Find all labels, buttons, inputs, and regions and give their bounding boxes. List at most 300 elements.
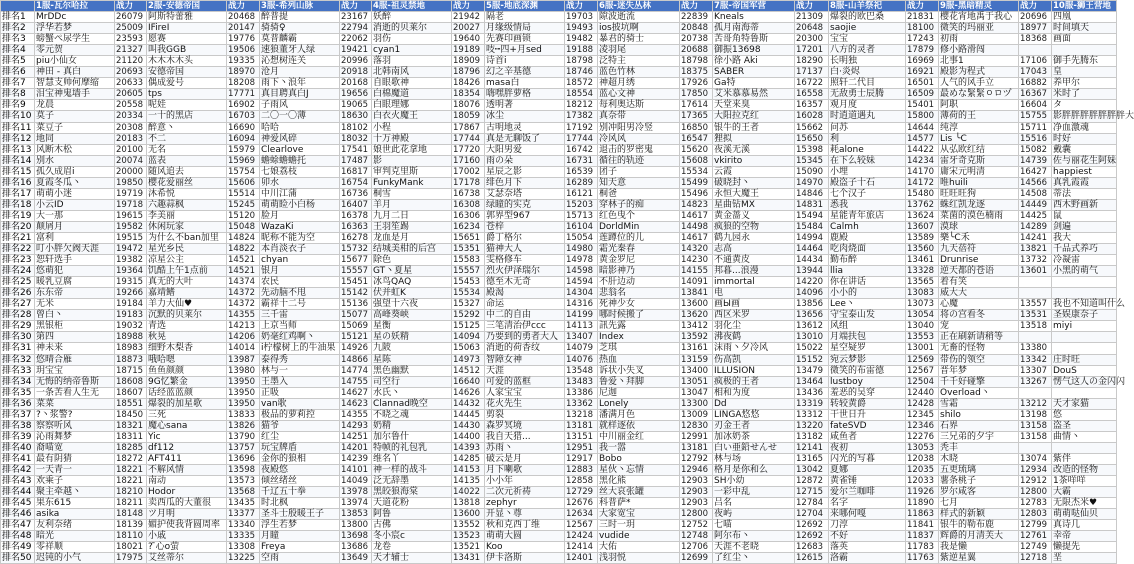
power-value-cell: 12903 — [680, 476, 713, 487]
power-value-cell: 15048 — [227, 221, 260, 232]
power-value-cell: 12038 — [906, 453, 939, 464]
power-value-cell: 18983 — [115, 343, 147, 354]
table-row — [1, 398, 1117, 409]
power-value-cell: 18988 — [115, 332, 147, 343]
power-value-cell: 17744 — [565, 133, 598, 144]
player-name-cell: 卖西瓜的大董很 — [147, 498, 227, 509]
player-name-cell: 真无的大叶 — [147, 277, 227, 288]
power-value-cell — [1019, 387, 1052, 398]
player-name-cell: AFT411 — [147, 453, 227, 464]
table-row — [1, 288, 1117, 299]
player-name-cell: 安德帝国 — [147, 67, 227, 78]
power-value-cell: 15082 — [1019, 144, 1052, 155]
power-value-cell: 19506 — [227, 45, 260, 56]
player-name-cell: 唯huili — [939, 177, 1019, 188]
power-value-cell: 14251 — [340, 431, 372, 442]
power-value-cell: 11837 — [906, 531, 939, 542]
player-name-cell — [1052, 277, 1117, 288]
player-name-cell: 先动脑不甩 — [260, 288, 340, 299]
power-value-cell: 11863 — [906, 509, 939, 520]
player-name-cell: 倾丝绪丝 — [260, 476, 340, 487]
player-name-cell: fateSVD — [829, 420, 906, 431]
player-name-cell: 细野木梨香 — [147, 343, 227, 354]
power-value-cell: 17382 — [565, 111, 598, 122]
power-value-cell: 19719 — [115, 188, 147, 199]
power-value-cell: 16357 — [795, 100, 829, 111]
power-value-cell: 21942 — [452, 12, 485, 23]
power-value-cell: 13312 — [795, 409, 829, 420]
power-value-cell: 18311 — [115, 431, 147, 442]
player-name-cell: 影 — [372, 155, 452, 166]
power-value-cell: 17043 — [1019, 67, 1052, 78]
power-value-cell: 13431 — [452, 553, 485, 564]
player-name-cell: 御手先腾东 — [1052, 56, 1117, 67]
power-value-cell: 13649 — [340, 553, 372, 564]
power-value-cell: 19183 — [115, 310, 147, 321]
power-value-cell: 13436 — [795, 387, 829, 398]
power-header: 战力 — [680, 1, 713, 12]
rank-cell: 排名45 — [1, 498, 35, 509]
power-value-cell: 14201 — [340, 442, 372, 453]
power-value-cell: 12440 — [906, 387, 939, 398]
player-name-cell: 脸月 — [260, 210, 340, 221]
player-name-cell: 沁雨舞梦 — [35, 431, 115, 442]
player-name-cell: 不通黄皮 — [713, 255, 795, 266]
player-name-cell: 猫爷 — [260, 420, 340, 431]
player-name-cell: 沁想树连关 — [260, 56, 340, 67]
player-name-cell: 大一那 — [35, 210, 115, 221]
player-name-cell: 夜屿 — [713, 509, 795, 520]
power-value-cell: 14498 — [680, 221, 713, 232]
player-name-cell: 一条苦看人生无 — [35, 387, 115, 398]
player-name-cell: 冰尘 — [485, 111, 565, 122]
player-name-cell: 沸夜鹤 — [713, 332, 795, 343]
player-name-cell: df112 — [147, 442, 227, 453]
player-name-cell: 东东帝 — [35, 288, 115, 299]
power-value-cell: 13686 — [340, 542, 372, 553]
power-value-cell: 14823 — [680, 199, 713, 210]
power-value-cell: 12872 — [795, 476, 829, 487]
player-name-cell: 消逝的荷香纹 — [485, 343, 565, 354]
player-name-cell: Kneals — [713, 12, 795, 23]
player-name-cell: 死神少女 — [598, 299, 680, 310]
player-name-cell: 浮华若梦 — [35, 23, 115, 34]
power-value-cell: 16308 — [452, 199, 485, 210]
player-name-cell: 鼠 — [1052, 210, 1117, 221]
player-name-cell: 疯狼的空物 — [713, 221, 795, 232]
player-name-cell: 古明地灵 — [485, 122, 565, 133]
player-name-cell: vudide — [598, 531, 680, 542]
player-name-cell: 真乳霞霞 — [1052, 177, 1117, 188]
player-name-cell: 科普萨* — [598, 498, 680, 509]
power-value-cell: 16882 — [1019, 78, 1052, 89]
power-value-cell: 14213 — [227, 321, 260, 332]
player-name-cell: Lee丶 — [829, 299, 906, 310]
player-name-cell: 速狼董牙人绿 — [260, 45, 340, 56]
player-name-cell: 问苏 — [829, 122, 906, 133]
player-name-cell: 南动 — [147, 476, 227, 487]
power-value-cell: 18554 — [565, 89, 598, 100]
player-name-cell: 真奈带 — [598, 111, 680, 122]
power-value-cell: 12803 — [1019, 509, 1052, 520]
player-name-cell: 了红尘丶 — [713, 553, 795, 564]
power-value-cell: 12729 — [565, 487, 598, 498]
player-name-cell: 大霸 — [1052, 487, 1117, 498]
rank-cell: 排名15 — [1, 166, 35, 177]
player-name-cell: 我自天猎... — [485, 431, 565, 442]
player-name-cell: 鹿殿 — [829, 232, 906, 243]
power-value-cell: 19184 — [115, 299, 147, 310]
server-header: 9服-黑暗精灵 — [939, 1, 1019, 12]
table-row — [1, 155, 1117, 166]
player-name-cell: 白い亜鉛せんせ — [713, 442, 795, 453]
player-name-cell: 奶精 — [372, 420, 452, 431]
power-value-cell: 13182 — [795, 431, 829, 442]
table-row — [1, 453, 1117, 464]
player-name-cell: 子雨风 — [260, 100, 340, 111]
player-name-cell: 羞恶的吴穿 — [829, 387, 906, 398]
player-name-cell: 刀淳 — [829, 520, 906, 531]
power-value-cell: 15754 — [227, 166, 260, 177]
power-value-cell: 16509 — [906, 89, 939, 100]
player-name-cell: 菜菜 — [35, 398, 115, 409]
server-header: 2服-安德帝国 — [147, 1, 227, 12]
player-name-cell: 天道花粉 — [372, 498, 452, 509]
power-value-cell: 14425 — [1019, 210, 1052, 221]
player-name-cell: happiest — [1052, 166, 1117, 177]
rank-cell: 排名5 — [1, 56, 35, 67]
player-name-cell: 极品的萝莉控 — [260, 409, 340, 420]
power-value-cell: 12035 — [906, 464, 939, 475]
player-name-cell: 桐爸 — [598, 188, 680, 199]
power-value-cell: 12799 — [1019, 520, 1052, 531]
player-name-cell: 退击的罗密鬼 — [598, 144, 680, 155]
power-value-cell: 19382 — [115, 255, 147, 266]
player-name-cell: 花火先生 — [485, 398, 565, 409]
power-value-cell: 13589 — [906, 232, 939, 243]
table-row — [1, 12, 1117, 23]
player-name-cell: 迟钝的小气 — [35, 553, 115, 564]
player-name-cell: 苏雨丶 — [485, 442, 565, 453]
power-value-cell: 13790 — [227, 431, 260, 442]
player-name-cell: 浅羽悦 — [598, 553, 680, 564]
power-value-cell: 14617 — [680, 232, 713, 243]
power-value-cell: 15677 — [340, 255, 372, 266]
power-value-cell: 18608 — [115, 376, 147, 387]
power-value-cell: 13340 — [227, 520, 260, 531]
table-body — [1, 12, 1134, 564]
player-name-cell: 透明著 — [485, 100, 565, 111]
player-name-cell: 秋和克西丁维 — [485, 520, 565, 531]
player-name-cell: 千辽五十拳 — [260, 487, 340, 498]
player-name-cell: 魔心sana — [147, 420, 227, 431]
player-name-cell: 叮小胖欠阀天涯 — [35, 244, 115, 255]
power-value-cell: 14644 — [906, 122, 939, 133]
table-row — [1, 45, 1117, 56]
rank-cell: 排名32 — [1, 354, 35, 365]
power-value-cell: 17365 — [680, 111, 713, 122]
table-row — [1, 343, 1117, 354]
power-value-cell: 12567 — [906, 365, 939, 376]
power-value-cell: 18211 — [115, 498, 147, 509]
player-name-cell: 在下么较妹 — [829, 155, 906, 166]
player-name-cell: 暗影神乃 — [598, 266, 680, 277]
player-name-cell: 愿赛 — [147, 34, 227, 45]
power-value-cell: 13568 — [227, 487, 260, 498]
player-name-cell: 宛云梦影 — [829, 354, 906, 365]
player-name-cell: 强望十六夜 — [372, 299, 452, 310]
power-value-cell: 14320 — [680, 244, 713, 255]
player-name-cell: 风组 — [829, 321, 906, 332]
player-name-cell: vkirito — [713, 155, 795, 166]
player-name-cell: 中川江蒲 — [260, 188, 340, 199]
player-name-cell: 先赛印画锁 — [485, 34, 565, 45]
power-value-cell: 16736 — [340, 188, 372, 199]
power-value-cell: 14316 — [565, 299, 598, 310]
power-value-cell: 18375 — [680, 67, 713, 78]
player-name-cell: 幸帝 — [1052, 531, 1117, 542]
table-row — [1, 420, 1117, 431]
player-name-cell: 郭界型967 — [485, 210, 565, 221]
power-value-cell: 15711 — [1019, 122, 1052, 133]
power-value-cell — [1019, 277, 1052, 288]
power-value-cell: 13531 — [1019, 310, 1052, 321]
player-name-cell: 小戚 — [147, 531, 227, 542]
player-name-cell: 大佑 — [598, 542, 680, 553]
power-value-cell: 15499 — [680, 177, 713, 188]
power-value-cell: 13073 — [906, 299, 939, 310]
table-row — [1, 166, 1117, 177]
table-row — [1, 56, 1117, 67]
power-value-cell: 17160 — [452, 155, 485, 166]
power-value-cell: 14206 — [227, 332, 260, 343]
player-name-cell: 不解风情 — [147, 464, 227, 475]
player-name-cell: WazaKi — [260, 221, 340, 232]
corner-cell — [1, 1, 35, 12]
player-name-cell: 我大 — [1052, 232, 1117, 243]
rank-cell: 排名7 — [1, 78, 35, 89]
player-name-cell: 不肝边动 — [598, 277, 680, 288]
power-value-cell: 12504 — [906, 376, 939, 387]
player-name-cell: zephyr — [485, 498, 565, 509]
player-name-cell: Koo — [485, 542, 565, 553]
rank-cell: 排名16 — [1, 177, 35, 188]
player-name-cell: 星伙丶忘情 — [598, 464, 680, 475]
player-name-cell: 五更琉璃 — [939, 464, 1019, 475]
rank-cell: 排名21 — [1, 232, 35, 243]
power-value-cell: 13054 — [906, 310, 939, 321]
power-value-cell: 13624 — [906, 210, 939, 221]
table-row — [1, 464, 1117, 475]
power-value-cell: 13335 — [227, 531, 260, 542]
player-name-cell: IFireI — [147, 23, 227, 34]
player-name-cell: 就样逐依 — [598, 420, 680, 431]
player-name-cell: 养甲尔 — [1052, 78, 1117, 89]
power-value-cell: 13158 — [1019, 420, 1052, 431]
power-value-cell: 13974 — [340, 498, 372, 509]
player-name-cell: 银月 — [260, 266, 340, 277]
player-name-cell: 干世日升 — [829, 409, 906, 420]
player-name-cell: 神田 - 真白 — [35, 67, 115, 78]
player-name-cell — [1052, 332, 1117, 343]
power-value-cell: 14521 — [227, 266, 260, 277]
player-name-cell: 訊先露 — [598, 321, 680, 332]
player-name-cell: 星辰之影 — [485, 166, 565, 177]
player-name-cell: 皇 — [1052, 67, 1117, 78]
player-name-cell: 黄金蔷义 — [713, 210, 795, 221]
table-row — [1, 365, 1117, 376]
power-value-cell: 14022 — [452, 487, 485, 498]
player-name-cell: 沐希悦 — [147, 188, 227, 199]
power-value-cell: 20918 — [340, 67, 372, 78]
power-value-cell: 20074 — [115, 155, 147, 166]
rank-cell: 排名28 — [1, 310, 35, 321]
player-name-cell: 神一样的战斗 — [372, 464, 452, 475]
server-header: 4服-祖灵禁地 — [372, 1, 452, 12]
player-name-cell: 雪霜 — [939, 398, 1019, 409]
power-value-cell: 18798 — [680, 56, 713, 67]
player-name-cell: 每利奥达斯 — [598, 100, 680, 111]
power-value-cell: 15090 — [795, 166, 829, 177]
player-name-cell: 霸祥十二号 — [260, 299, 340, 310]
player-name-cell: 果东615 — [35, 498, 115, 509]
player-name-cell: 星曲钻MX — [713, 199, 795, 210]
player-name-cell: 落羽 — [372, 56, 452, 67]
rank-cell: 排名4 — [1, 45, 35, 56]
player-name-cell: 聚主牵越丶 — [35, 487, 115, 498]
server-header: 10服-狮王营地 — [1052, 1, 1117, 12]
power-value-cell: 16121 — [565, 188, 598, 199]
player-name-cell: 石界 — [939, 420, 1019, 431]
player-name-cell: 萌萌小迷 — [35, 188, 115, 199]
power-value-cell: 14096 — [795, 288, 829, 299]
server-header: 3服-希列山脉 — [260, 1, 340, 12]
power-value-cell: 16690 — [227, 122, 260, 133]
power-value-cell: 13950 — [227, 398, 260, 409]
rank-cell: 排名49 — [1, 542, 35, 553]
power-value-cell: 14822 — [227, 244, 260, 255]
power-value-cell: 22839 — [680, 12, 713, 23]
power-value-cell: 17178 — [452, 177, 485, 188]
power-value-cell: 15136 — [340, 299, 372, 310]
player-name-cell: 友利奈绪 — [35, 520, 115, 531]
power-value-cell: 18021 — [115, 542, 147, 553]
player-name-cell: 大家宽宝 — [598, 509, 680, 520]
power-value-cell: 18221 — [115, 464, 147, 475]
rank-cell: 排名24 — [1, 266, 35, 277]
player-name-cell: 守宝泰山发 — [829, 310, 906, 321]
power-value-cell: 19515 — [115, 232, 147, 243]
player-name-cell: 艾丝蒂尔 — [147, 553, 227, 564]
power-value-cell: 14980 — [565, 244, 598, 255]
power-value-cell: 13598 — [227, 464, 260, 475]
player-name-cell: 玩宝牌盾 — [260, 442, 340, 453]
power-value-cell: 14293 — [340, 420, 372, 431]
power-value-cell: 14014 — [227, 343, 260, 354]
table-row — [1, 498, 1117, 509]
player-name-cell: 爆裂的加星歌 — [147, 398, 227, 409]
power-value-cell: 11890 — [906, 498, 939, 509]
power-value-cell: 19640 — [452, 34, 485, 45]
player-name-cell: 修小路滑闯 — [939, 45, 1019, 56]
power-value-cell: 21327 — [115, 45, 147, 56]
player-name-cell: 时北枫 — [260, 498, 340, 509]
player-name-cell: 曾白丶 — [35, 310, 115, 321]
power-value-cell: 13612 — [795, 321, 829, 332]
power-value-cell: 12792 — [680, 453, 713, 464]
power-header: 战力 — [906, 1, 939, 12]
player-name-cell: 鹤九园永 — [713, 232, 795, 243]
power-value-cell: 14978 — [565, 255, 598, 266]
player-name-cell: 星陈 — [372, 354, 452, 365]
player-name-cell: 宝宝 — [829, 34, 906, 45]
player-name-cell: 着有笑 — [939, 277, 1019, 288]
power-value-cell: 13161 — [680, 343, 713, 354]
power-value-cell: 20848 — [680, 23, 713, 34]
player-name-cell: 蛛红凯龙逐 — [939, 199, 1019, 210]
player-name-cell: 羊月 — [372, 199, 452, 210]
power-value-cell: 21831 — [906, 12, 939, 23]
player-name-cell: 十万神殿 — [372, 133, 452, 144]
power-value-cell: 14199 — [565, 310, 598, 321]
player-name-cell: 最有阴猜 — [35, 453, 115, 464]
player-name-cell: Overload丶 — [939, 387, 1019, 398]
player-name-cell: 霜光秦春 — [598, 244, 680, 255]
player-name-cell: 真是无聊饭了 — [485, 133, 565, 144]
power-value-cell: 13523 — [452, 531, 485, 542]
player-name-cell: 维名丫 — [372, 453, 452, 464]
rank-cell: 排名18 — [1, 199, 35, 210]
player-name-cell — [1052, 442, 1117, 453]
player-name-cell: 雨下丶浪年 — [260, 78, 340, 89]
player-name-cell: Clearlove — [260, 144, 340, 155]
power-value-cell: 17867 — [452, 122, 485, 133]
power-value-cell: 14521 — [227, 255, 260, 266]
player-name-cell: 小程 — [372, 122, 452, 133]
power-value-cell: 17106 — [1019, 56, 1052, 67]
power-value-cell: 13560 — [906, 244, 939, 255]
power-value-cell: 15480 — [906, 188, 939, 199]
player-name-cell: 鱼鱼颜颜 — [147, 365, 227, 376]
power-value-cell: 19032 — [115, 321, 147, 332]
power-value-cell: 17614 — [680, 100, 713, 111]
power-header: 战力 — [1019, 1, 1052, 12]
player-name-cell: 北事1 — [939, 56, 1019, 67]
power-value-cell: 19364 — [115, 266, 147, 277]
player-name-cell: 龙血是月 — [372, 232, 452, 243]
player-name-cell: 林与场 — [713, 453, 795, 464]
power-header: 战力 — [452, 1, 485, 12]
player-name-cell: 上京当师 — [260, 321, 340, 332]
power-header: 战力 — [340, 1, 372, 12]
player-name-cell: 龙晨 — [35, 100, 115, 111]
player-name-cell: SH小幼 — [713, 476, 795, 487]
power-value-cell: 14374 — [227, 277, 260, 288]
power-value-cell: 13151 — [565, 431, 598, 442]
power-value-cell: 18100 — [906, 23, 939, 34]
player-name-cell: 自眼歌神 — [372, 78, 452, 89]
power-value-cell: 15557 — [452, 266, 485, 277]
power-value-cell: 14739 — [1019, 155, 1052, 166]
power-value-cell: 12345 — [906, 409, 939, 420]
power-value-cell: 14926 — [340, 343, 372, 354]
player-name-cell: 黑化熊 — [598, 476, 680, 487]
player-name-cell: 嘉靖鳍 — [147, 288, 227, 299]
player-name-cell: 羊力大仙♥ — [147, 299, 227, 310]
power-value-cell: 18285 — [115, 442, 147, 453]
player-name-cell: 蒂法 — [1052, 188, 1117, 199]
player-name-cell: 天堂来臭 — [713, 100, 795, 111]
